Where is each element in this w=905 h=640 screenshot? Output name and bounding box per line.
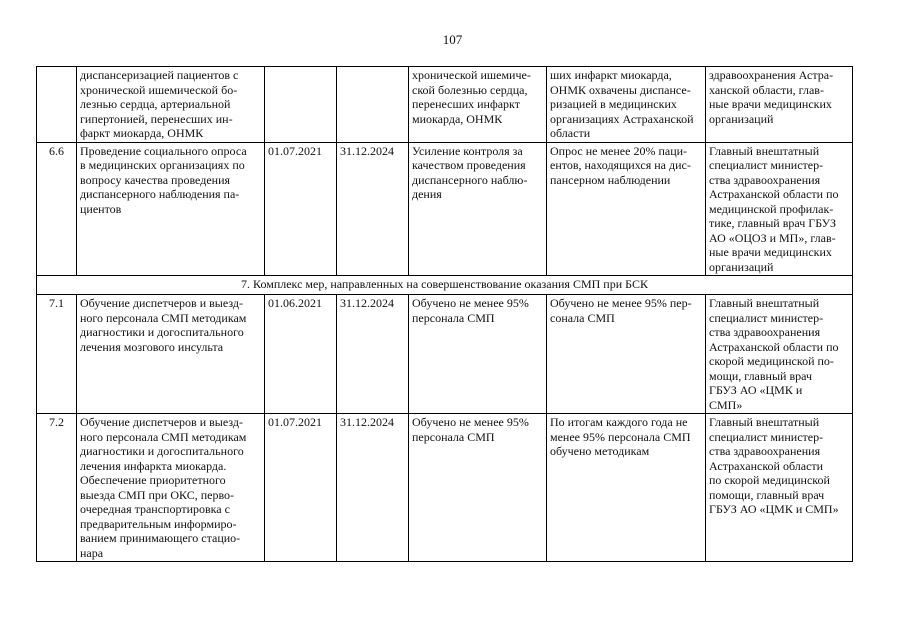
page-number: 107 — [442, 32, 463, 47]
measures-table — [36, 66, 853, 562]
table-row — [37, 414, 853, 562]
end-date-cell: 31.12.2024 — [337, 142, 409, 276]
section-row — [37, 276, 853, 295]
start-date-cell — [265, 67, 337, 143]
responsible-cell: Главный внештатный специалист министер- ства здравоохранения Астраханской области по скорой медицинской помощи, главный врач ГБУЗ АО «ЦМК и СМП» — [706, 414, 853, 562]
responsible-cell: Главный внештатный специалист министер- ства здравоохранения Астраханской области по скорой медицинской по- мощи, главный врач ГБУЗ АО «ЦМК и СМП» — [706, 295, 853, 414]
event-cell: диспансеризацией пациентов с хронической ишемической бо- лезнью сердца, артериальной гипертонией, перенесших ин- фаркт миокарда, ОНМК — [77, 67, 265, 143]
result-cell: хронической ишемиче- ской болезнью сердца, перенесших инфаркт миокарда, ОНМК — [409, 67, 547, 143]
event-cell: Обучение диспетчеров и выезд- ного персонала СМП методикам диагностики и догоспитального лечения инфаркта миокарда. Обеспечение приоритетного выезда СМП при ОКС, перво- очередная транспортировка с предварительным информиро- ванием принимающего стацио- нара — [77, 414, 265, 562]
end-date-cell: 31.12.2024 — [337, 295, 409, 414]
indicator-cell: Обучено не менее 95% пер- сонала СМП — [547, 295, 706, 414]
end-date-cell: 31.12.2024 — [337, 414, 409, 562]
result-cell: Обучено не менее 95% персонала СМП — [409, 295, 547, 414]
table-row — [37, 295, 853, 414]
row-number-cell: 6.6 — [37, 142, 77, 276]
section-title: 7. Комплекс мер, направленных на совершенствование оказания СМП при БСК — [37, 276, 853, 295]
end-date-cell — [337, 67, 409, 143]
table-row — [37, 142, 853, 276]
event-cell: Проведение социального опроса в медицинских организациях по вопросу качества проведения диспансерного наблюдения па- циентов — [77, 142, 265, 276]
event-cell: Обучение диспетчеров и выезд- ного персонала СМП методикам диагностики и догоспитального лечения мозгового инсульта — [77, 295, 265, 414]
indicator-cell: ших инфаркт миокарда, ОНМК охвачены диспансе- ризацией в медицинских организациях Астраханской области — [547, 67, 706, 143]
start-date-cell: 01.06.2021 — [265, 295, 337, 414]
indicator-cell: По итогам каждого года не менее 95% персонала СМП обучено методикам — [547, 414, 706, 562]
row-number-cell: 7.2 — [37, 414, 77, 562]
table-row — [37, 67, 853, 143]
row-number-cell — [37, 67, 77, 143]
start-date-cell: 01.07.2021 — [265, 414, 337, 562]
start-date-cell: 01.07.2021 — [265, 142, 337, 276]
row-number-cell: 7.1 — [37, 295, 77, 414]
result-cell: Усиление контроля за качеством проведения диспансерного наблю- дения — [409, 142, 547, 276]
indicator-cell: Опрос не менее 20% паци- ентов, находящихся на дис- пансерном наблюдении — [547, 142, 706, 276]
responsible-cell: Главный внештатный специалист министер- ства здравоохранения Астраханской области по медицинской профилак- тике, главный врач ГБУЗ АО «ОЦОЗ и МП», глав- ные врачи медицинских организаций — [706, 142, 853, 276]
responsible-cell: здравоохранения Астра- ханской области, глав- ные врачи медицинских организаций — [706, 67, 853, 143]
result-cell: Обучено не менее 95% персонала СМП — [409, 414, 547, 562]
